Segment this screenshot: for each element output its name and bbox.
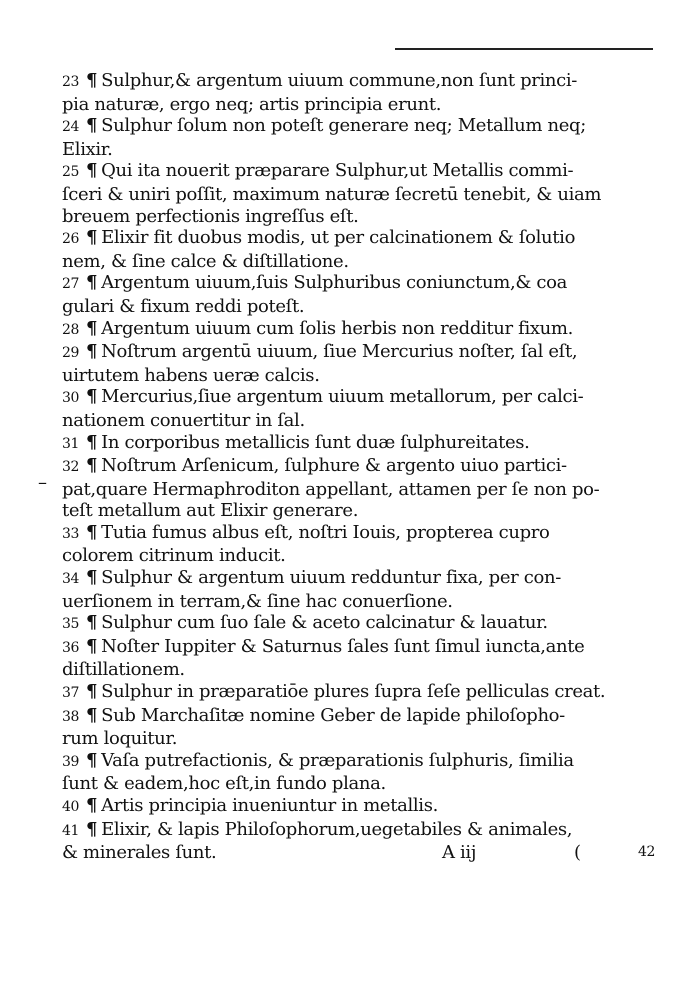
- aphorism-entry: [62, 227, 610, 272]
- aphorism-entry: [62, 567, 610, 612]
- line-text: nem, & ſine calce & diſtillatione.: [62, 250, 349, 272]
- line-text: colorem citrinum inducit.: [62, 545, 286, 567]
- line-text: Elixir fit duobus modis, ut per calcinationem & ſolutio: [101, 227, 576, 249]
- text-line: [62, 184, 610, 206]
- line-text: ſunt & eadem,hoc eſt,in fundo plana.: [62, 773, 386, 795]
- aphorism-entry: [62, 318, 610, 342]
- aphorism-number: 40: [62, 799, 80, 815]
- text-line: [62, 70, 610, 94]
- aphorism-number: 27: [62, 276, 80, 293]
- aphorism-number: 30: [62, 390, 80, 407]
- text-line: [62, 206, 610, 228]
- line-text: Mercurius,ſiue argentum uiuum metallorum, per calci-: [101, 386, 584, 408]
- text-line: [62, 386, 610, 410]
- aphorism-entry: [62, 636, 610, 681]
- text-line: [62, 365, 610, 387]
- line-text: In corporibus metallicis ſunt duæ ſulphureitates.: [101, 431, 530, 453]
- aphorism-entry: [62, 432, 610, 456]
- pilcrow-icon: ¶: [86, 272, 98, 294]
- line-text: Argentum uiuum,ſuis Sulphuribus coniunctum,& coa: [101, 272, 567, 294]
- aphorism-entry: [62, 819, 610, 843]
- aphorism-entry: [62, 160, 610, 227]
- line-text: ſceri & uniri poſſit, maximum naturæ ſecretū tenebit, & uiam: [62, 183, 602, 205]
- pilcrow-icon: ¶: [86, 681, 98, 703]
- aphorism-number: 37: [62, 685, 80, 702]
- text-line: [62, 750, 610, 774]
- aphorism-entry: [62, 522, 610, 567]
- aphorism-number: 33: [62, 525, 80, 542]
- aphorism-entry: [62, 115, 610, 160]
- text-line: [62, 522, 610, 546]
- aphorism-number: 36: [62, 639, 80, 656]
- pilcrow-icon: ¶: [86, 455, 98, 477]
- aphorism-number: 31: [62, 435, 80, 452]
- pilcrow-icon: ¶: [86, 749, 98, 771]
- aphorism-list: [62, 70, 656, 864]
- text-line: [62, 681, 610, 705]
- aphorism-number: 24: [62, 119, 80, 136]
- line-text: pia naturæ, ergo neq; artis principia erunt.: [62, 93, 442, 115]
- folio-number: 42: [638, 844, 656, 861]
- aphorism-entry: [62, 272, 610, 317]
- text-line: [62, 455, 610, 479]
- pilcrow-icon: ¶: [86, 818, 98, 840]
- line-text: uirtutem habens ueræ calcis.: [62, 364, 320, 386]
- aphorism-entry: [62, 681, 610, 705]
- line-text: uerſionem in terram,& ſine hac conuerſione.: [62, 590, 453, 612]
- line-text: Artis principia inueniuntur in metallis.: [101, 795, 438, 816]
- text-line: [62, 567, 610, 591]
- pilcrow-icon: ¶: [86, 341, 98, 363]
- pilcrow-icon: ¶: [86, 160, 98, 182]
- text-line: [62, 272, 610, 296]
- text-line: [62, 160, 610, 184]
- line-text: nationem conuertitur in ſal.: [62, 409, 305, 431]
- aphorism-entry: [62, 70, 610, 115]
- text-line: [62, 636, 610, 660]
- text-line: [62, 318, 610, 342]
- text-line: [62, 410, 610, 432]
- aphorism-number: 25: [62, 164, 80, 181]
- line-text: Sulphur,& argentum uiuum commune,non ſunt princi-: [101, 70, 578, 91]
- pilcrow-icon: ¶: [86, 567, 98, 589]
- aphorism-number: 23: [62, 74, 80, 90]
- text-line: [62, 819, 610, 843]
- margin-mark: –: [38, 472, 47, 493]
- aphorism-number: 28: [62, 321, 80, 338]
- final-line: [62, 842, 656, 864]
- aphorism-number: 41: [62, 822, 80, 839]
- text-line: [62, 139, 610, 161]
- text-line: [62, 227, 610, 251]
- line-text: diſtillationem.: [62, 659, 185, 681]
- line-text: breuem perfectionis ingreſſus eſt.: [62, 205, 359, 227]
- text-line: [62, 251, 610, 273]
- catchword: (: [574, 842, 581, 864]
- aphorism-entry: [62, 705, 610, 750]
- pilcrow-icon: ¶: [86, 115, 98, 137]
- line-text: teſt metallum aut Elixir generare.: [62, 500, 359, 522]
- text-line: [62, 773, 610, 795]
- text-line: [62, 296, 610, 318]
- text-line: [62, 795, 610, 819]
- line-text: Noſtrum argentū uiuum, ſiue Mercurius noſter, ſal eſt,: [101, 341, 578, 363]
- pilcrow-icon: ¶: [86, 635, 98, 657]
- aphorism-entry: [62, 455, 610, 522]
- text-line: [62, 591, 610, 613]
- line-text: Sulphur ſolum non poteſt generare neq; Metallum neq;: [101, 115, 586, 137]
- line-text: Sulphur & argentum uiuum redduntur fixa, per con-: [101, 567, 561, 589]
- line-text: Noſtrum Arſenicum, ſulphure & argento uiuo partici-: [101, 455, 567, 477]
- line-text: pat,quare Hermaphroditon appellant, attamen per ſe non po-: [62, 478, 600, 500]
- header-rule: [395, 48, 653, 50]
- line-text: Elixir.: [62, 138, 113, 160]
- aphorism-number: 35: [62, 616, 80, 633]
- line-text: Elixir, & lapis Philoſophorum,uegetabiles & animales,: [101, 818, 573, 840]
- text-line: [62, 705, 610, 729]
- aphorism-entry: [62, 341, 610, 386]
- aphorism-entry: [62, 750, 610, 795]
- line-text: rum loquitur.: [62, 728, 178, 750]
- pilcrow-icon: ¶: [86, 612, 98, 634]
- aphorism-number: 26: [62, 231, 80, 248]
- text-line: [62, 341, 610, 365]
- text-line: [62, 659, 610, 681]
- signature-mark: A iij: [442, 842, 477, 864]
- text-line: [62, 728, 610, 750]
- aphorism-number: 38: [62, 708, 80, 725]
- aphorism-entry: [62, 612, 610, 636]
- text-line: [62, 500, 610, 522]
- line-text: & minerales ſunt.: [62, 842, 217, 864]
- line-text: Sulphur in præparatiōe plures ſupra ſeſe pelliculas creat.: [101, 681, 606, 703]
- pilcrow-icon: ¶: [86, 386, 98, 408]
- aphorism-number: 32: [62, 459, 80, 476]
- text-line: [62, 432, 610, 456]
- pilcrow-icon: ¶: [86, 795, 98, 816]
- pilcrow-icon: ¶: [86, 317, 98, 339]
- line-text: Tutia fumus albus eſt, noſtri Iouis, propterea cupro: [101, 521, 550, 543]
- aphorism-number: 39: [62, 753, 80, 770]
- pilcrow-icon: ¶: [86, 704, 98, 726]
- line-text: Sub Marchaſitæ nomine Geber de lapide philoſopho-: [101, 704, 565, 726]
- text-line: [62, 94, 610, 116]
- pilcrow-icon: ¶: [86, 431, 98, 453]
- text-line: [62, 479, 610, 501]
- line-text: Qui ita nouerit præparare Sulphur,ut Metallis commi-: [101, 160, 574, 182]
- line-text: gulari & fixum reddi poteſt.: [62, 295, 305, 317]
- pilcrow-icon: ¶: [86, 70, 98, 91]
- aphorism-number: 34: [62, 571, 80, 588]
- line-text: Noſter Iuppiter & Saturnus ſales ſunt ſimul iuncta,ante: [101, 635, 585, 657]
- aphorism-entry: [62, 386, 610, 431]
- aphorism-entry: [62, 795, 610, 819]
- pilcrow-icon: ¶: [86, 521, 98, 543]
- line-text: Sulphur cum ſuo ſale & aceto calcinatur & lauatur.: [101, 612, 548, 634]
- aphorism-number: 29: [62, 345, 80, 362]
- line-text: Argentum uiuum cum ſolis herbis non redditur fixum.: [101, 317, 574, 339]
- text-line: [62, 115, 610, 139]
- text-line: [62, 545, 610, 567]
- text-line: [62, 612, 610, 636]
- line-text: Vaſa putrefactionis, & præparationis ſulphuris, ſimilia: [101, 749, 574, 771]
- pilcrow-icon: ¶: [86, 227, 98, 249]
